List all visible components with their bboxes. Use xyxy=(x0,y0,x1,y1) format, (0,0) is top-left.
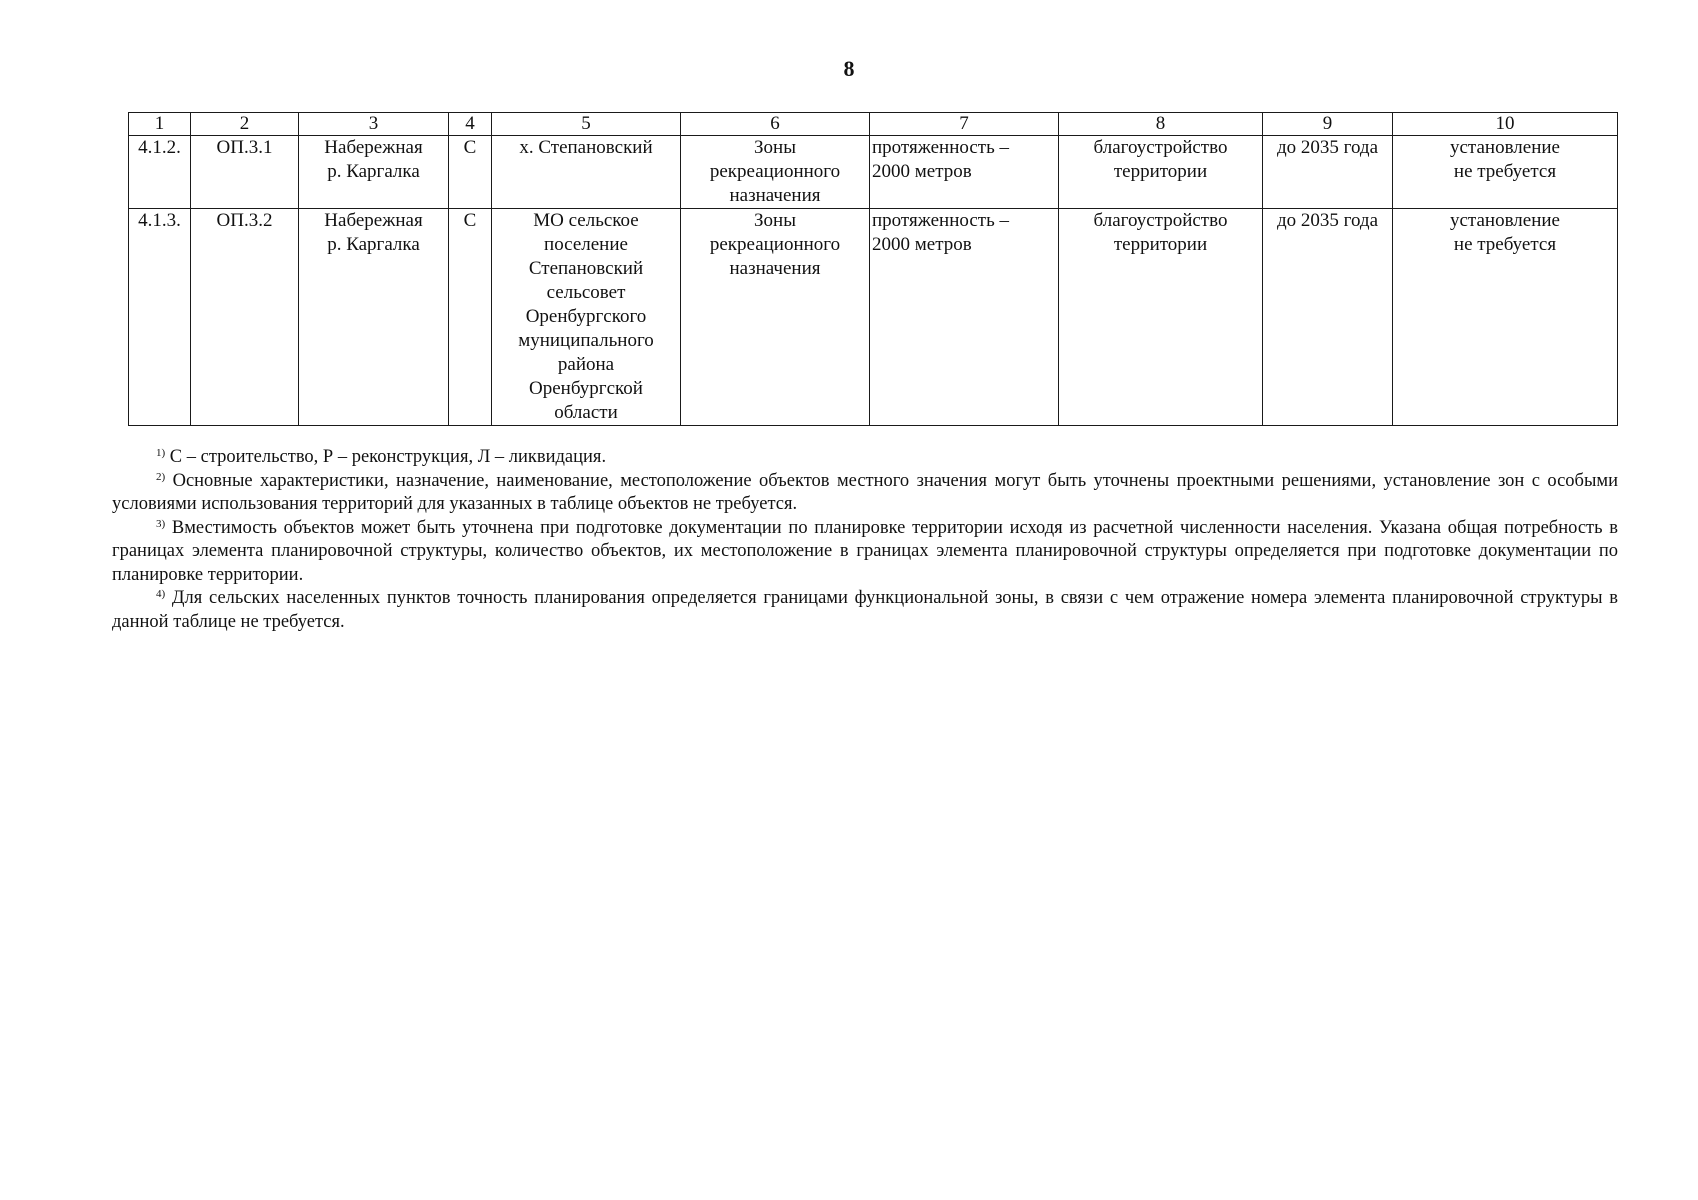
purpose-line: территории xyxy=(1113,234,1208,255)
column-number-7: 7 xyxy=(870,113,1059,136)
zone-requirement-line: установление xyxy=(1450,137,1560,158)
footnote-text: С – строительство, Р – реконструкция, Л – ликвидация. xyxy=(165,447,607,467)
zone-line: рекреационного xyxy=(709,234,841,255)
zone-requirement-line: не требуется xyxy=(1453,234,1557,255)
footnote-mark: 2) xyxy=(156,470,166,483)
characteristics-line: 2000 метров xyxy=(872,161,972,182)
footnote xyxy=(112,446,1618,470)
table-header-row xyxy=(129,113,1618,136)
characteristics-cell xyxy=(870,209,1059,426)
purpose-cell xyxy=(1059,136,1263,209)
column-number-3: 3 xyxy=(299,113,449,136)
zone-requirement-cell xyxy=(1393,209,1618,426)
zone-requirement-line: установление xyxy=(1450,210,1560,231)
footnote xyxy=(112,517,1618,588)
column-number-5: 5 xyxy=(492,113,681,136)
zone-line: Зоны xyxy=(754,137,796,158)
object-name-line: р. Каргалка xyxy=(327,234,420,255)
location-line: муниципального xyxy=(518,330,654,351)
zone-line: Зоны xyxy=(754,210,796,231)
footnote-text: Вместимость объектов может быть уточнена при подготовке документации по планировке территории исходя из расчетной численности населения. Указана общая потребность в границах элемента планировочной структуры, количество объектов, их местоположение в границах элемента планировочной структуры определяется при подготовке документации по планировке территории. xyxy=(112,517,1618,585)
column-number-1: 1 xyxy=(129,113,191,136)
object-name-cell xyxy=(299,136,449,209)
action-type-cell: С xyxy=(449,209,492,426)
column-number-2: 2 xyxy=(191,113,299,136)
deadline-cell: до 2035 года xyxy=(1263,209,1393,426)
location-line: Степановский xyxy=(528,258,644,279)
column-number-4: 4 xyxy=(449,113,492,136)
location-line: района xyxy=(557,354,615,375)
table-row xyxy=(129,136,1618,209)
characteristics-line: протяженность – xyxy=(872,210,1009,231)
location-line: Оренбургского xyxy=(525,306,647,327)
object-code-cell: ОП.3.2 xyxy=(191,209,299,426)
characteristics-line: протяженность – xyxy=(872,137,1009,158)
characteristics-line: 2000 метров xyxy=(872,234,972,255)
deadline-cell: до 2035 года xyxy=(1263,136,1393,209)
object-name-cell xyxy=(299,209,449,426)
purpose-line: благоустройство xyxy=(1093,210,1228,231)
object-name-line: Набережная xyxy=(324,210,423,231)
footnotes xyxy=(112,446,1618,634)
column-number-6: 6 xyxy=(681,113,870,136)
zone-requirement-cell xyxy=(1393,136,1618,209)
page-number: 8 xyxy=(843,56,855,81)
purpose-cell xyxy=(1059,209,1263,426)
footnote-mark: 4) xyxy=(156,588,166,600)
zone-line: рекреационного xyxy=(709,161,841,182)
purpose-line: территории xyxy=(1113,161,1208,182)
zone-line: назначения xyxy=(729,185,821,206)
action-type-cell: С xyxy=(449,136,492,209)
characteristics-cell xyxy=(870,136,1059,209)
row-number-cell: 4.1.3. xyxy=(129,209,191,426)
column-number-10: 10 xyxy=(1393,113,1618,136)
zone-cell xyxy=(681,136,870,209)
footnote-text: Для сельских населенных пунктов точность планирования определяется границами функциональной зоны, в связи с чем отражение номера элемента планировочной структуры в данной таблице не требуется. xyxy=(112,588,1618,632)
column-number-9: 9 xyxy=(1263,113,1393,136)
object-name-line: Набережная xyxy=(324,137,423,158)
row-number-cell: 4.1.2. xyxy=(129,136,191,209)
footnote xyxy=(112,587,1618,634)
column-number-8: 8 xyxy=(1059,113,1263,136)
zone-requirement-line: не требуется xyxy=(1453,161,1557,182)
footnote-mark: 3) xyxy=(156,517,166,530)
location-line: поселение xyxy=(544,234,628,255)
location-line: сельсовет xyxy=(546,282,626,303)
object-name-line: р. Каргалка xyxy=(327,161,420,182)
location-line: Оренбургской xyxy=(529,378,643,399)
footnote-text: Основные характеристики, назначение, наименование, местоположение объектов местного значения могут быть уточнены проектными решениями, установление зон с особыми условиями использования территорий для указанных в таблице объектов не требуется. xyxy=(112,470,1618,514)
location-line: области xyxy=(554,402,618,423)
location-line: х. Степановский xyxy=(519,137,653,158)
location-line: МО сельское xyxy=(533,210,639,231)
object-code-cell: ОП.3.1 xyxy=(191,136,299,209)
footnote xyxy=(112,470,1618,517)
table-row xyxy=(129,209,1618,426)
zone-cell xyxy=(681,209,870,426)
location-cell xyxy=(492,136,681,209)
footnote-mark: 1) xyxy=(156,447,166,459)
purpose-line: благоустройство xyxy=(1093,137,1228,158)
zone-line: назначения xyxy=(729,258,821,279)
location-cell xyxy=(492,209,681,426)
objects-table xyxy=(128,112,1618,426)
